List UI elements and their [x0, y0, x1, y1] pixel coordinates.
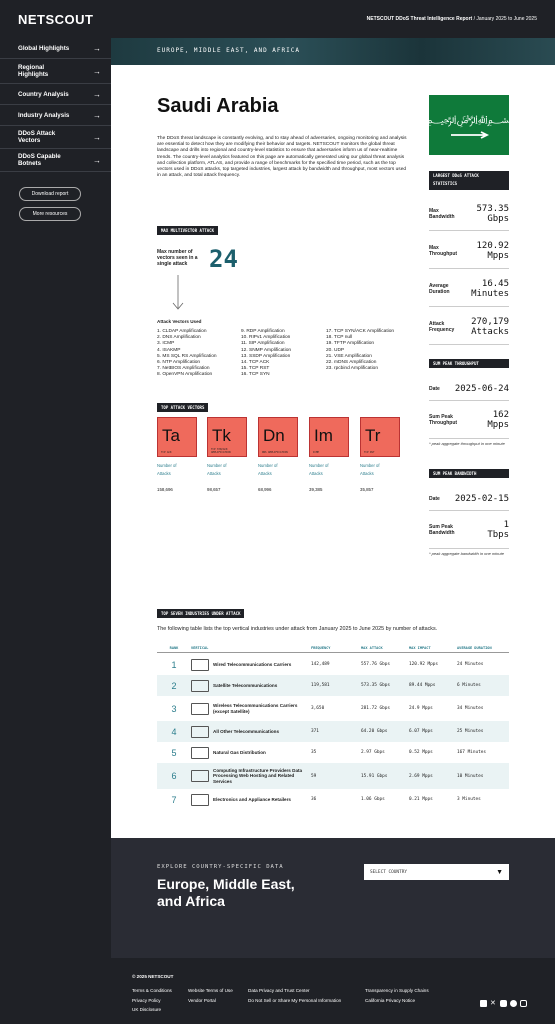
explore-title: Europe, Middle East, and Africa	[157, 876, 295, 909]
sidebar-item-ddos-capable-botnets[interactable]: DDoS Capable Botnets →	[0, 149, 111, 172]
telecom-icon	[191, 659, 209, 671]
main-content	[111, 65, 555, 838]
top-vectors-label: TOP ATTACK VECTORS	[157, 403, 208, 412]
vectors-used-title: Attack Vectors Used	[157, 319, 202, 324]
footer-link[interactable]: Website Terms of Use	[188, 988, 233, 993]
footer	[0, 958, 555, 1024]
attack-count: 35,857	[360, 487, 374, 492]
gas-icon	[191, 747, 209, 759]
x-icon[interactable]: ✕	[490, 1000, 496, 1007]
footer-link[interactable]: Transparency in Supply Chains	[365, 988, 429, 993]
table-row: 2 Satellite Telecommunications 119,581 573.35 Gbps 89.44 Mpps 6 Minutes	[157, 675, 509, 696]
facebook-icon[interactable]	[510, 1000, 517, 1007]
attacks-label: Number of Attacks	[309, 463, 329, 476]
chevron-down-icon: ▼	[496, 868, 503, 876]
attacks-label: Number of Attacks	[157, 463, 177, 476]
multivector-value: 24	[209, 245, 238, 273]
country-select[interactable]: SELECT COUNTRY ▼	[364, 864, 509, 880]
copyright: © 2025 NETSCOUT	[132, 974, 174, 979]
download-report-button[interactable]: Download report	[19, 187, 81, 201]
sidebar-item-ddos-attack-vectors[interactable]: DDoS Attack Vectors →	[0, 126, 111, 149]
vector-tile-dns[interactable]: Dn DNS AMPLIFICATION	[258, 417, 298, 457]
bandwidth-date: Date 2025-02-15	[429, 487, 509, 511]
table-row: 4 All Other Telecommunications 371 64.20 Gbps 6.07 Mpps 25 Minutes	[157, 721, 509, 742]
table-row: 1 Wired Telecommunications Carriers 142,489 557.76 Gbps 120.92 Mpps 24 Minutes	[171, 659, 484, 670]
vectors-used-col3: 17. TCP SYN/ACK Amplification 18. TCP null 19. TFTP Amplification 20. UDP 21. VSE Amplification 22. mDNS Amplification 23. rpcbind Amplification	[326, 329, 395, 372]
footer-link[interactable]: Do Not Sell or Share My Personal Information	[248, 997, 342, 1003]
top-bar	[0, 0, 555, 38]
social-icons	[480, 1000, 527, 1007]
bandwidth-value: Sum Peak Bandwidth 1 Tbps	[429, 520, 509, 540]
footer-link[interactable]: Privacy Policy	[132, 997, 161, 1003]
attacks-label: Number of Attacks	[207, 463, 227, 476]
table-row: 7 Electronics and Appliance Retailers 36 1.06 Gbps 0.21 Mpps 3 Minutes	[171, 794, 481, 805]
bandwidth-note: * peak aggregate bandwidth in one minute	[429, 548, 509, 556]
page-title: Saudi Arabia	[157, 95, 279, 117]
largest-attack-label: LARGEST DDoS ATTACK STATISTICS	[429, 171, 509, 190]
throughput-date: Date 2025-06-24	[429, 377, 509, 401]
intro-text: The DDoS threat landscape is constantly evolving, and to stay ahead of adversaries, ongoing monitoring and analysis are essential to detect how they are modifying their behavior and targets. NETSCOUT monitors the global threat landscape and drills into regional and country-level statistics to ensure that adversaries inform us of near-realtime trends. The country-level analytics featured on this page are automatically generated using our global threat analysis and collection platform, ATLAS, and provide a range of benchmarks for the specified time period, such as the top vectors used in DDoS attacks, top targeted industries, largest attack by bandwidth and throughput, most vectors used in an attack, and total attack frequency.	[157, 136, 407, 179]
sidebar-item-global-highlights[interactable]: Global Highlights →	[0, 38, 111, 59]
stat-max-throughput: Max Throughput 120.92 Mpps	[429, 233, 509, 269]
footer-link[interactable]: Terms & Conditions	[132, 988, 172, 993]
netscout-logo[interactable]: NETSCOUT	[18, 11, 94, 27]
attacks-label: Number of Attacks	[360, 463, 380, 476]
throughput-value: Sum Peak Throughput 162 Mpps	[429, 410, 509, 430]
vector-tile-icmp[interactable]: Im ICMP	[309, 417, 349, 457]
explore-label: EXPLORE COUNTRY-SPECIFIC DATA	[157, 864, 284, 870]
satellite-icon	[191, 680, 209, 692]
table-row: 5 Natural Gas Distribution 35 2.97 Gbps 0.52 Mpps 167 Minutes	[171, 747, 487, 758]
arrow-right-icon: →	[93, 110, 101, 120]
youtube-icon[interactable]	[500, 1000, 507, 1007]
industries-label: TOP SEVEN INDUSTRIES UNDER ATTACK	[157, 609, 244, 618]
svg-text:﷽: ﷽	[429, 113, 509, 126]
vector-tile-tcp-syn-ack[interactable]: Tk TCP SYN/ACK AMPLIFICATION	[207, 417, 247, 457]
vectors-used-col1: 1. CLDAP Amplification 2. DNS Amplification 3. ICMP 4. ISAKMP 5. MS SQL RS Amplification 6. NTP Amplification 7. NetBIOS Amplification 8. OpenVPN Amplification	[157, 329, 217, 378]
table-header: RANK VERTICAL FREQUENCY MAX ATTACK MAX IMPACT AVERAGE DURATION	[157, 643, 509, 653]
server-icon	[191, 770, 209, 782]
sum-bandwidth-label: SUM PEAK BANDWIDTH	[429, 469, 509, 478]
linkedin-icon[interactable]	[480, 1000, 487, 1007]
industries-intro: The following table lists the top vertical industries under attack from January 2025 to June 2025 by number of attacks.	[157, 626, 438, 632]
instagram-icon[interactable]	[520, 1000, 527, 1007]
table-row: 3 Wireless Telecommunications Carriers (except Satellite) 3,650 281.72 Gbps 24.9 Mpps 34 Minutes	[171, 703, 484, 714]
arrow-down-icon	[171, 275, 185, 311]
sidebar-item-regional-highlights[interactable]: Regional Highlights →	[0, 59, 111, 84]
sidebar	[0, 38, 111, 958]
sidebar-item-country-analysis[interactable]: Country Analysis →	[0, 84, 111, 105]
vectors-used-col2: 9. RDP Amplification 10. RIPv1 Amplification 11. SIP Amplification 12. SNMP Amplification 13. SSDP Amplification 14. TCP ACK 15. TCP RST 16. TCP SYN	[241, 329, 292, 378]
arrow-right-icon: →	[93, 89, 101, 99]
sidebar-item-industry-analysis[interactable]: Industry Analysis →	[0, 105, 111, 126]
arrow-right-icon: →	[93, 43, 101, 53]
multivector-desc: Max number of vectors seen in a single attack	[157, 249, 198, 267]
stat-average-duration: Average Duration 16.45 Minutes	[429, 271, 509, 307]
stat-max-bandwidth: Max Bandwidth 573.35 Gbps	[429, 197, 509, 231]
more-resources-button[interactable]: More resources	[19, 207, 81, 221]
multivector-label: MAX MULTIVECTOR ATTACK	[157, 226, 218, 235]
attack-count: 68,996	[258, 487, 272, 492]
explore-section	[111, 838, 555, 958]
table-row: 6 Computing Infrastructure Providers Data Processing Web Hosting and Related Services 59 15.91 Gbps 2.69 Mpps 10 Minutes	[157, 763, 509, 789]
attack-count: 158,696	[157, 487, 173, 492]
stat-attack-frequency: Attack Frequency 270,179 Attacks	[429, 309, 509, 345]
footer-link[interactable]: Vendor Portal	[188, 997, 216, 1003]
attack-count: 98,657	[207, 487, 221, 492]
footer-link[interactable]: California Privacy Notice	[365, 997, 416, 1003]
region-banner: EUROPE, MIDDLE EAST, AND AFRICA	[111, 38, 555, 65]
telecom-tower-icon	[191, 726, 209, 738]
footer-link[interactable]: UK Disclosure	[132, 1007, 162, 1012]
report-title: NETSCOUT DDoS Threat Intelligence Report / January 2025 to June 2025	[366, 16, 537, 22]
vector-tile-tcp-rst[interactable]: Tr TCP RST	[360, 417, 400, 457]
throughput-note: * peak aggregate throughput in one minute	[429, 438, 509, 446]
attack-count: 39,385	[309, 487, 323, 492]
attacks-label: Number of Attacks	[258, 463, 278, 476]
arrow-right-icon: →	[93, 132, 101, 142]
arrow-right-icon: →	[93, 66, 101, 76]
footer-link[interactable]: Data Privacy and Trust Center	[248, 988, 310, 993]
sum-throughput-label: SUM PEAK THROUGHPUT	[429, 359, 509, 368]
arrow-right-icon: →	[93, 155, 101, 165]
mobile-phone-icon	[191, 703, 209, 715]
vector-tile-tcp-ack[interactable]: Ta TCP ACK	[157, 417, 197, 457]
retail-icon	[191, 794, 209, 806]
saudi-flag-icon	[429, 95, 509, 155]
